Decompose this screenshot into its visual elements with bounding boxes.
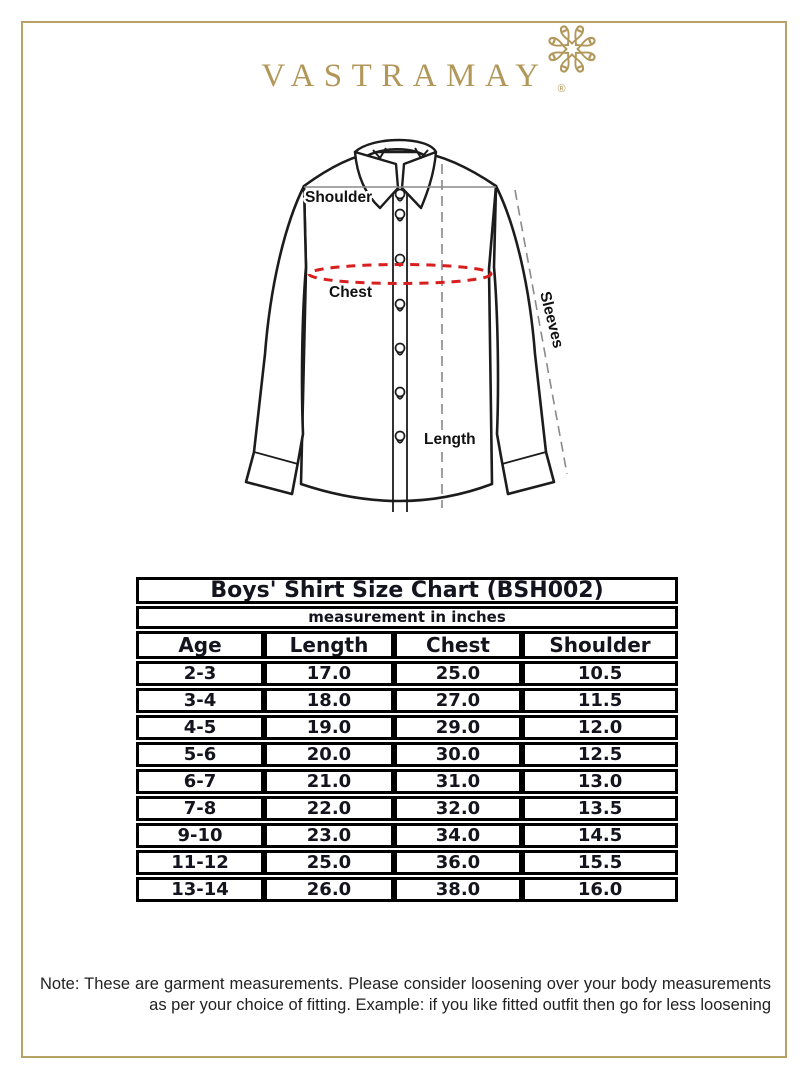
age-cell: 7-8 — [136, 796, 264, 821]
shoulder-label: Shoulder — [305, 189, 373, 206]
brand-logo — [0, 0, 810, 95]
measurement-cell: 25.0 — [394, 661, 522, 686]
measurement-cell: 16.0 — [522, 877, 678, 902]
size-row — [136, 823, 678, 848]
size-row — [136, 769, 678, 794]
title-row — [136, 577, 678, 604]
shirt-right-sleeve — [494, 186, 554, 494]
floral-mandala-icon — [545, 22, 599, 76]
column-header-age: Age — [136, 631, 264, 659]
size-chart-title: Boys' Shirt Size Chart (BSH002) — [136, 577, 678, 604]
size-chart-body — [136, 661, 678, 902]
size-row — [136, 661, 678, 686]
sleeves-label: Sleeves — [536, 289, 567, 350]
measurement-cell: 18.0 — [264, 688, 394, 713]
measurement-cell: 22.0 — [264, 796, 394, 821]
measurement-cell: 30.0 — [394, 742, 522, 767]
measurement-cell: 25.0 — [264, 850, 394, 875]
age-cell: 4-5 — [136, 715, 264, 740]
size-row — [136, 715, 678, 740]
measurement-cell: 12.5 — [522, 742, 678, 767]
note-line-1: Note: These are garment measurements. Please consider loosening over your body measurements — [40, 975, 771, 993]
measurement-cell: 14.5 — [522, 823, 678, 848]
measurement-cell: 10.5 — [522, 661, 678, 686]
age-cell: 9-10 — [136, 823, 264, 848]
age-cell: 11-12 — [136, 850, 264, 875]
age-cell: 13-14 — [136, 877, 264, 902]
measurement-cell: 27.0 — [394, 688, 522, 713]
chest-label: Chest — [329, 284, 373, 301]
measurement-cell: 13.0 — [522, 769, 678, 794]
shirt-measurement-diagram — [224, 134, 586, 526]
size-row — [136, 742, 678, 767]
age-cell: 2-3 — [136, 661, 264, 686]
measurement-cell: 15.5 — [522, 850, 678, 875]
column-header-shoulder: Shoulder — [522, 631, 678, 659]
measurement-cell: 21.0 — [264, 769, 394, 794]
measurement-cell: 12.0 — [522, 715, 678, 740]
measurement-cell: 32.0 — [394, 796, 522, 821]
size-row — [136, 850, 678, 875]
subtitle-row — [136, 606, 678, 629]
size-chart-table — [136, 575, 678, 904]
age-cell: 5-6 — [136, 742, 264, 767]
size-row — [136, 877, 678, 902]
measurement-cell: 17.0 — [264, 661, 394, 686]
age-cell: 3-4 — [136, 688, 264, 713]
measurement-cell: 38.0 — [394, 877, 522, 902]
brand-name: VASTRAMAY — [261, 58, 549, 94]
column-header-row — [136, 631, 678, 659]
measurement-cell: 36.0 — [394, 850, 522, 875]
size-row — [136, 796, 678, 821]
size-chart-subtitle: measurement in inches — [136, 606, 678, 629]
measurement-cell: 11.5 — [522, 688, 678, 713]
column-header-chest: Chest — [394, 631, 522, 659]
measurement-cell: 29.0 — [394, 715, 522, 740]
note-line-2: as per your choice of fitting. Example: if you like fitted outfit then go for less loosening — [149, 996, 771, 1014]
registered-trademark: ® — [557, 83, 566, 95]
measurement-note — [40, 974, 771, 1016]
measurement-cell: 13.5 — [522, 796, 678, 821]
size-chart-section — [136, 575, 678, 904]
brand-logo-group — [261, 58, 566, 95]
measurement-cell: 26.0 — [264, 877, 394, 902]
size-row — [136, 688, 678, 713]
age-cell: 6-7 — [136, 769, 264, 794]
measurement-cell: 23.0 — [264, 823, 394, 848]
length-label: Length — [424, 431, 476, 448]
measurement-cell: 19.0 — [264, 715, 394, 740]
measurement-cell: 31.0 — [394, 769, 522, 794]
measurement-cell: 34.0 — [394, 823, 522, 848]
shirt-left-sleeve — [246, 186, 306, 494]
measurement-cell: 20.0 — [264, 742, 394, 767]
column-header-length: Length — [264, 631, 394, 659]
